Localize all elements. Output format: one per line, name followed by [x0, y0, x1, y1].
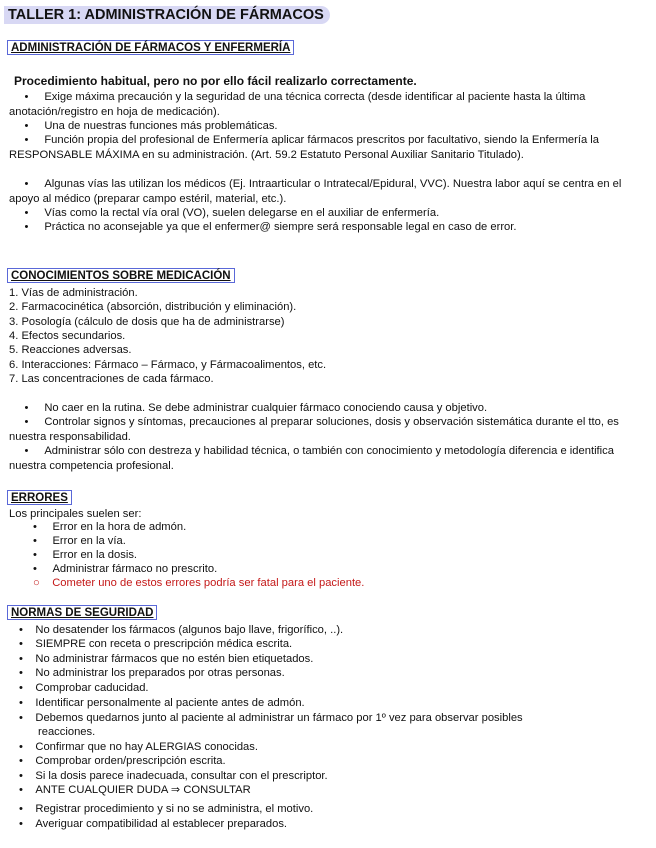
numbered-item-2: 2. Farmacocinética (absorción, distribución y eliminación). — [9, 301, 297, 313]
bullet-glyph: • — [19, 712, 23, 724]
normas-bullet-4-text: No administrar los preparados por otras personas. — [35, 667, 285, 679]
errores-bullet-4-text: Administrar fármaco no prescrito. — [52, 563, 218, 575]
errores-warning — [33, 576, 364, 591]
admin-bullet-1-text: Exige máxima precaución y la seguridad de una técnica correcta (desde identificar al paciente hasta la última anotación/registro en hoja de medicación). — [9, 91, 586, 118]
bullet-glyph: • — [19, 755, 23, 767]
errores-bullet-1 — [33, 520, 186, 535]
admin-bullet-6-text: Práctica no aconsejable ya que el enfermer@ siempre será responsable legal en caso de error. — [44, 221, 517, 233]
bullet-glyph: • — [19, 667, 23, 679]
bullet-glyph: • — [19, 624, 23, 636]
normas-bullet-5 — [19, 681, 149, 696]
admin-bullet-6: • Práctica no aconsejable ya que el enfermer@ siempre será responsable legal en caso de error. — [9, 221, 517, 233]
normas-bullet-9 — [19, 754, 226, 769]
normas-bullet-1-text: No desatender los fármacos (algunos bajo llave, frigorífico, ..). — [35, 624, 344, 636]
normas-bullet-11-text: ANTE CUALQUIER DUDA ⇒ CONSULTAR — [35, 784, 251, 796]
bullet-glyph: • — [19, 803, 23, 815]
normas-bullet-13-text: Averiguar compatibilidad al establecer preparados. — [35, 818, 288, 830]
bullet-glyph: • — [33, 563, 37, 575]
normas-bullet-3-text: No administrar fármacos que no estén bien etiquetados. — [35, 653, 314, 665]
admin-bullet-3: • Función propia del profesional de Enfermería aplicar fármacos prescritos por facultativo, siendo la Enfermería la RESPONSABLE MÁXIMA en su administración. (Art. 59.2 Estatuto Personal Auxiliar Sanitario Titulado). — [9, 134, 600, 161]
bullet-glyph: • — [33, 535, 37, 547]
normas-bullet-7-continuation: reacciones. — [38, 726, 96, 738]
numbered-item-7: 7. Las concentraciones de cada fármaco. — [9, 373, 214, 385]
numbered-item-5: 5. Reacciones adversas. — [9, 344, 132, 356]
heading-normas: NORMAS DE SEGURIDAD — [7, 605, 157, 620]
normas-bullet-3 — [19, 652, 313, 667]
normas-bullet-10-text: Si la dosis parece inadecuada, consultar con el prescriptor. — [35, 770, 328, 782]
heading-administracion: ADMINISTRACIÓN DE FÁRMACOS Y ENFERMERÍA — [7, 40, 294, 55]
errores-warning-text: Cometer uno de estos errores podría ser fatal para el paciente. — [52, 577, 365, 589]
numbered-item-1: 1. Vías de administración. — [9, 287, 138, 299]
errores-bullet-2 — [33, 534, 126, 549]
errores-bullet-3-text: Error en la dosis. — [52, 549, 138, 561]
normas-bullet-7-text: Debemos quedarnos junto al paciente al administrar un fármaco por 1º vez para observar posibles — [35, 712, 523, 724]
conoc-bullet-1: • No caer en la rutina. Se debe administrar cualquier fármaco conociendo causa y objetivo. — [9, 402, 488, 414]
admin-bullet-4-text: Algunas vías las utilizan los médicos (Ej. Intraarticular o Intratecal/Epidural, VVC). Nuestra labor aquí se centra en el apoyo al médico (preparar campo estéril, material, etc.). — [9, 178, 622, 205]
heading-errores: ERRORES — [7, 490, 72, 505]
conoc-bullet-3-text: Administrar sólo con destreza y habilidad técnica, o también con conocimiento y metodología diferencia e identifica nuestra competencia profesional. — [9, 445, 614, 472]
normas-bullet-2 — [19, 637, 292, 652]
bullet-glyph: • — [33, 549, 37, 561]
normas-bullet-13 — [19, 817, 287, 832]
normas-bullet-1 — [19, 623, 343, 638]
normas-bullet-7 — [19, 711, 523, 726]
bullet-glyph: • — [19, 697, 23, 709]
admin-bullet-3-text: Función propia del profesional de Enfermería aplicar fármacos prescritos por facultativo, siendo la Enfermería la RESPONSABLE MÁXIMA en su administración. (Art. 59.2 Estatuto Personal Auxiliar Sanitario Titulado). — [9, 134, 600, 161]
errores-bullet-3 — [33, 548, 137, 563]
errores-bullet-2-text: Error en la vía. — [52, 535, 126, 547]
admin-bullet-2-text: Una de nuestras funciones más problemáticas. — [44, 120, 278, 132]
normas-bullet-6-text: Identificar personalmente al paciente antes de admón. — [35, 697, 305, 709]
normas-bullet-12 — [19, 802, 313, 817]
bullet-glyph: • — [19, 682, 23, 694]
circle-bullet-glyph: ○ — [33, 577, 40, 589]
conoc-bullet-2-text: Controlar signos y síntomas, precauciones al preparar soluciones, dosis y observación sistemática durante el tto, es nuestra responsabilidad. — [9, 416, 619, 443]
normas-bullet-10 — [19, 769, 328, 784]
normas-bullet-8-text: Confirmar que no hay ALERGIAS conocidas. — [35, 741, 258, 753]
admin-bullet-1: • Exige máxima precaución y la seguridad de una técnica correcta (desde identificar al paciente hasta la última anotación/registro en hoja de medicación). — [9, 91, 586, 118]
normas-bullet-5-text: Comprobar caducidad. — [35, 682, 149, 694]
conoc-bullet-3: • Administrar sólo con destreza y habilidad técnica, o también con conocimiento y metodología diferencia e identifica nuestra competencia profesional. — [9, 445, 614, 472]
admin-bullet-2: • Una de nuestras funciones más problemáticas. — [9, 120, 278, 132]
document-title: TALLER 1: ADMINISTRACIÓN DE FÁRMACOS — [4, 6, 330, 24]
conoc-bullet-1-text: No caer en la rutina. Se debe administrar cualquier fármaco conociendo causa y objetivo. — [44, 402, 488, 414]
heading-conocimientos: CONOCIMIENTOS SOBRE MEDICACIÓN — [7, 268, 235, 283]
bullet-glyph: • — [19, 770, 23, 782]
bullet-glyph: • — [19, 784, 23, 796]
normas-bullet-12-text: Registrar procedimiento y si no se administra, el motivo. — [35, 803, 314, 815]
numbered-item-4: 4. Efectos secundarios. — [9, 330, 126, 342]
errores-bullet-1-text: Error en la hora de admón. — [52, 521, 187, 533]
errores-bullet-4 — [33, 562, 217, 577]
bullet-glyph: • — [33, 521, 37, 533]
errores-intro: Los principales suelen ser: — [9, 508, 142, 520]
conoc-bullet-2: • Controlar signos y síntomas, precauciones al preparar soluciones, dosis y observación sistemática durante el tto, es nuestra responsabilidad. — [9, 416, 619, 443]
bullet-glyph: • — [19, 818, 23, 830]
normas-bullet-4 — [19, 666, 285, 681]
bullet-glyph: • — [19, 653, 23, 665]
normas-bullet-6 — [19, 696, 305, 711]
normas-bullet-9-text: Comprobar orden/prescripción escrita. — [35, 755, 226, 767]
admin-bullet-5: • Vías como la rectal vía oral (VO), suelen delegarse en el auxiliar de enfermería. — [9, 207, 440, 219]
numbered-item-3: 3. Posología (cálculo de dosis que ha de administrarse) — [9, 316, 285, 328]
normas-bullet-2-text: SIEMPRE con receta o prescripción médica escrita. — [35, 638, 293, 650]
bullet-glyph: • — [19, 638, 23, 650]
numbered-item-6: 6. Interacciones: Fármaco – Fármaco, y Fármacoalimentos, etc. — [9, 359, 327, 371]
normas-bullet-8 — [19, 740, 258, 755]
admin-bullet-4: • Algunas vías las utilizan los médicos (Ej. Intraarticular o Intratecal/Epidural, VVC). Nuestra labor aquí se centra en el apoyo al médico (preparar campo estéril, material, etc.). — [9, 178, 622, 205]
admin-bullet-5-text: Vías como la rectal vía oral (VO), suelen delegarse en el auxiliar de enfermería. — [44, 207, 440, 219]
normas-bullet-11 — [19, 783, 251, 798]
lead-text: Procedimiento habitual, pero no por ello fácil realizarlo correctamente. — [14, 74, 417, 88]
bullet-glyph: • — [19, 741, 23, 753]
